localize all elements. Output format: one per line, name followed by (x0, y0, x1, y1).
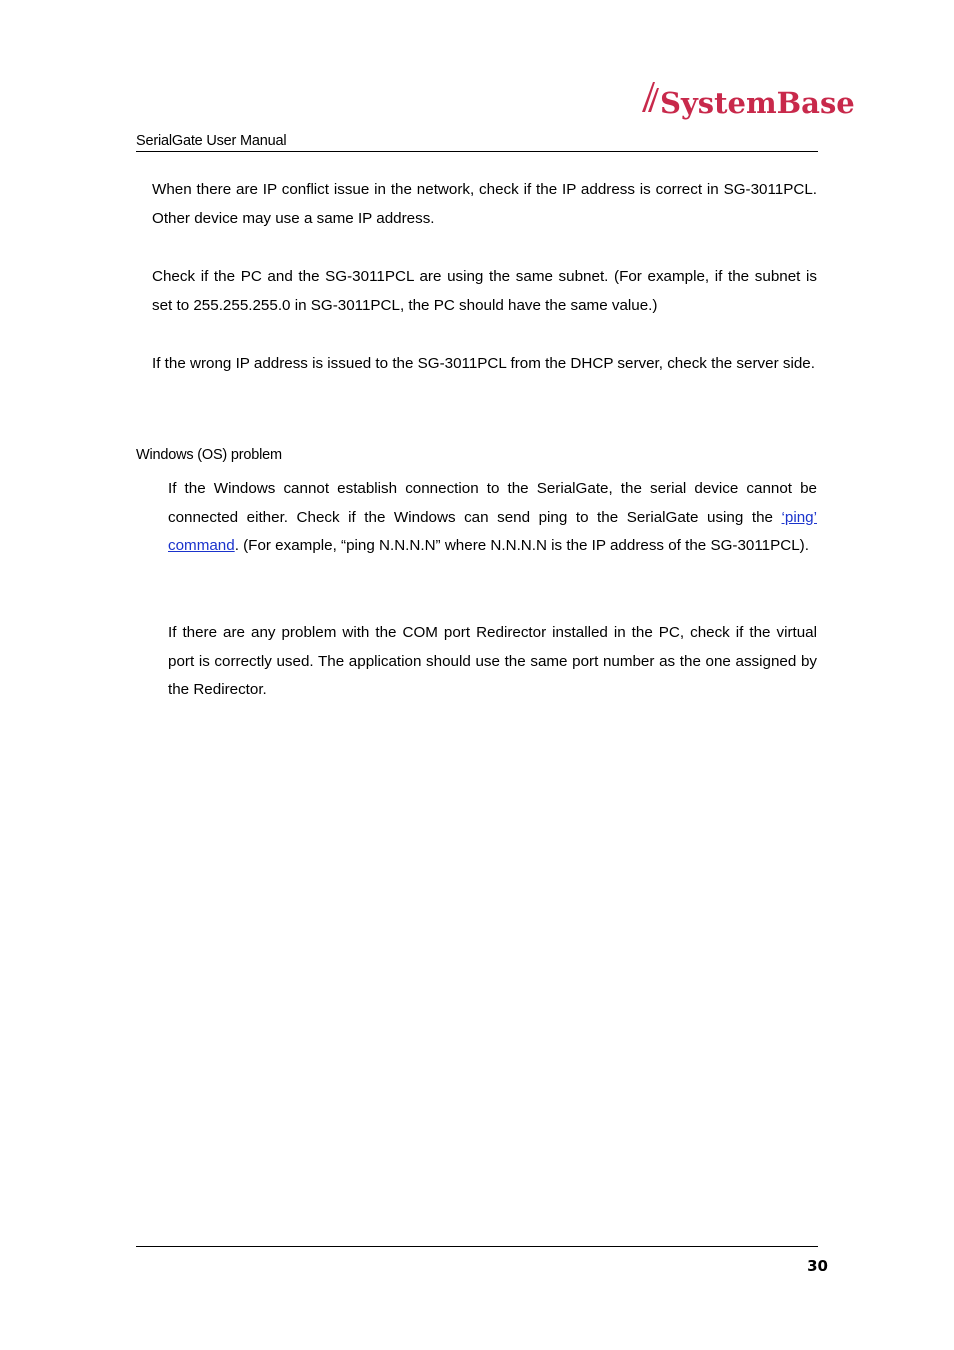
systembase-logo (640, 78, 855, 122)
systembase-logo-graphic (640, 78, 855, 122)
paragraph-subnet: Check if the PC and the SG-3011PCL are using the same subnet. (For example, if the subnet is set to 255.255.255.0 in SG-3011PCL, the PC should have the same value.) (152, 268, 817, 314)
ping-text-before: If the Windows cannot establish connection to the SerialGate, the serial device cannot be connected either. Check if the Windows can send ping to the SerialGate using the (168, 480, 817, 526)
manual-title: SerialGate User Manual (136, 133, 287, 149)
ping-text-after: . (For example, “ping N.N.N.N” where N.N.N.N is the IP address of the SG-3011PCL). (234, 537, 809, 555)
paragraph-dhcp: If the wrong IP address is issued to the SG-3011PCL from the DHCP server, check the server side. (152, 355, 815, 372)
paragraph-redirector: If there are any problem with the COM port Redirector installed in the PC, check if the virtual port is correctly used. The application should use the same port number as the one assigned by the Redirector. (168, 624, 817, 699)
logo-slash-mark (642, 82, 655, 112)
footer-divider (136, 1246, 818, 1247)
header-divider (136, 151, 818, 152)
paragraph-ip-conflict: When there are IP conflict issue in the network, check if the IP address is correct in SG-3011PCL. Other device may use a same IP address. (152, 181, 817, 227)
paragraph-ping (168, 475, 817, 561)
ping-command-link[interactable]: ‘ping’ command (168, 508, 817, 555)
logo-wordmark: SystemBase (660, 86, 855, 120)
page-number: 30 (807, 1257, 828, 1275)
section-heading-windows: Windows (OS) problem (136, 447, 282, 463)
